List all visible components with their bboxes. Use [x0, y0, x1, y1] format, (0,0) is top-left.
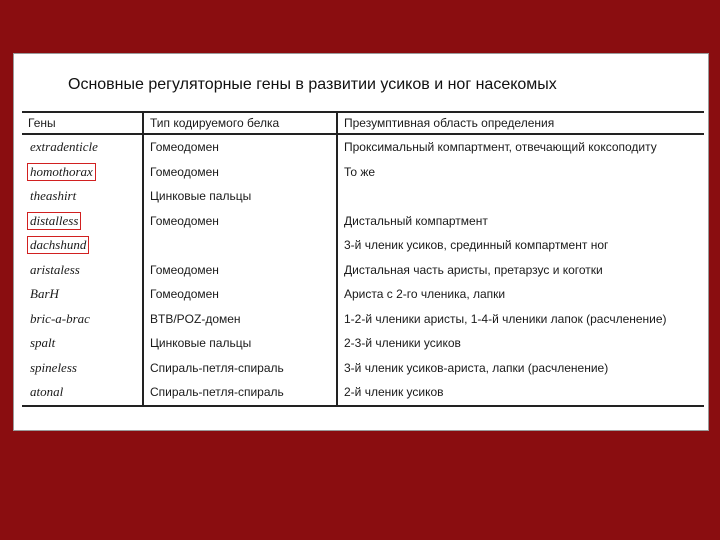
- presumptive-area-cell: [337, 184, 704, 209]
- gene-cell: [22, 134, 143, 160]
- gene-cell: [22, 307, 143, 332]
- presumptive-area-cell: 3-й членик усиков-ариста, лапки (расчленение): [337, 356, 704, 381]
- protein-type-cell: Цинковые пальцы: [143, 331, 337, 356]
- gene-name: theashirt: [30, 188, 77, 204]
- gene-name: atonal: [30, 384, 64, 400]
- table-row: [22, 331, 704, 356]
- table-row: [22, 233, 704, 258]
- gene-name: aristaless: [30, 261, 80, 277]
- protein-type-cell: Гомеодомен: [143, 160, 337, 185]
- gene-name: extradenticle: [30, 139, 98, 155]
- presumptive-area-cell: 2-й членик усиков: [337, 380, 704, 406]
- presumptive-area-cell: 1-2-й членики аристы, 1-4-й членики лапок (расчленение): [337, 307, 704, 332]
- presumptive-area-cell: Дистальная часть аристы, претарзус и коготки: [337, 258, 704, 283]
- table-row: [22, 282, 704, 307]
- slide-panel: [13, 53, 709, 431]
- gene-name: spalt: [30, 335, 56, 351]
- gene-cell: [22, 331, 143, 356]
- table-row: [22, 307, 704, 332]
- gene-cell: [22, 282, 143, 307]
- gene-cell: [22, 160, 143, 185]
- presumptive-area-cell: 2-3-й членики усиков: [337, 331, 704, 356]
- header-genes: Гены: [22, 112, 143, 134]
- table-row: [22, 258, 704, 283]
- protein-type-cell: Цинковые пальцы: [143, 184, 337, 209]
- highlighted-gene-name: dachshund: [30, 237, 87, 253]
- document-title: Основные регуляторные гены в развитии усиков и ног насекомых: [68, 76, 557, 93]
- protein-type-cell: Гомеодомен: [143, 209, 337, 234]
- table-row: [22, 160, 704, 185]
- gene-cell: [22, 184, 143, 209]
- protein-type-cell: Спираль-петля-спираль: [143, 356, 337, 381]
- table-row: [22, 380, 704, 406]
- gene-cell: [22, 233, 143, 258]
- gene-cell: [22, 356, 143, 381]
- gene-cell: [22, 380, 143, 406]
- protein-type-cell: [143, 233, 337, 258]
- protein-type-cell: Гомеодомен: [143, 134, 337, 160]
- gene-name: bric-a-brac: [30, 310, 90, 326]
- presumptive-area-cell: 3-й членик усиков, срединный компартмент ног: [337, 233, 704, 258]
- table-row: [22, 134, 704, 160]
- protein-type-cell: Гомеодомен: [143, 282, 337, 307]
- gene-name: spineless: [30, 359, 77, 375]
- header-protein-type: Тип кодируемого белка: [143, 112, 337, 134]
- highlighted-gene-name: homothorax: [30, 163, 93, 179]
- protein-type-cell: Гомеодомен: [143, 258, 337, 283]
- header-row: [22, 112, 704, 134]
- table-header: [22, 112, 704, 134]
- protein-type-cell: BTB/POZ-домен: [143, 307, 337, 332]
- presumptive-area-cell: То же: [337, 160, 704, 185]
- gene-cell: [22, 209, 143, 234]
- table-row: [22, 209, 704, 234]
- table-body: [22, 134, 704, 406]
- genes-table: [22, 111, 704, 407]
- table-row: [22, 184, 704, 209]
- presumptive-area-cell: Проксимальный компартмент, отвечающий коксоподиту: [337, 134, 704, 160]
- table-row: [22, 356, 704, 381]
- gene-cell: [22, 258, 143, 283]
- header-presumptive-area: Презумптивная область определения: [337, 112, 704, 134]
- highlighted-gene-name: distalless: [30, 212, 79, 228]
- gene-name: BarH: [30, 286, 59, 302]
- protein-type-cell: Спираль-петля-спираль: [143, 380, 337, 406]
- presumptive-area-cell: Дистальный компартмент: [337, 209, 704, 234]
- presumptive-area-cell: Ариста с 2-го членика, лапки: [337, 282, 704, 307]
